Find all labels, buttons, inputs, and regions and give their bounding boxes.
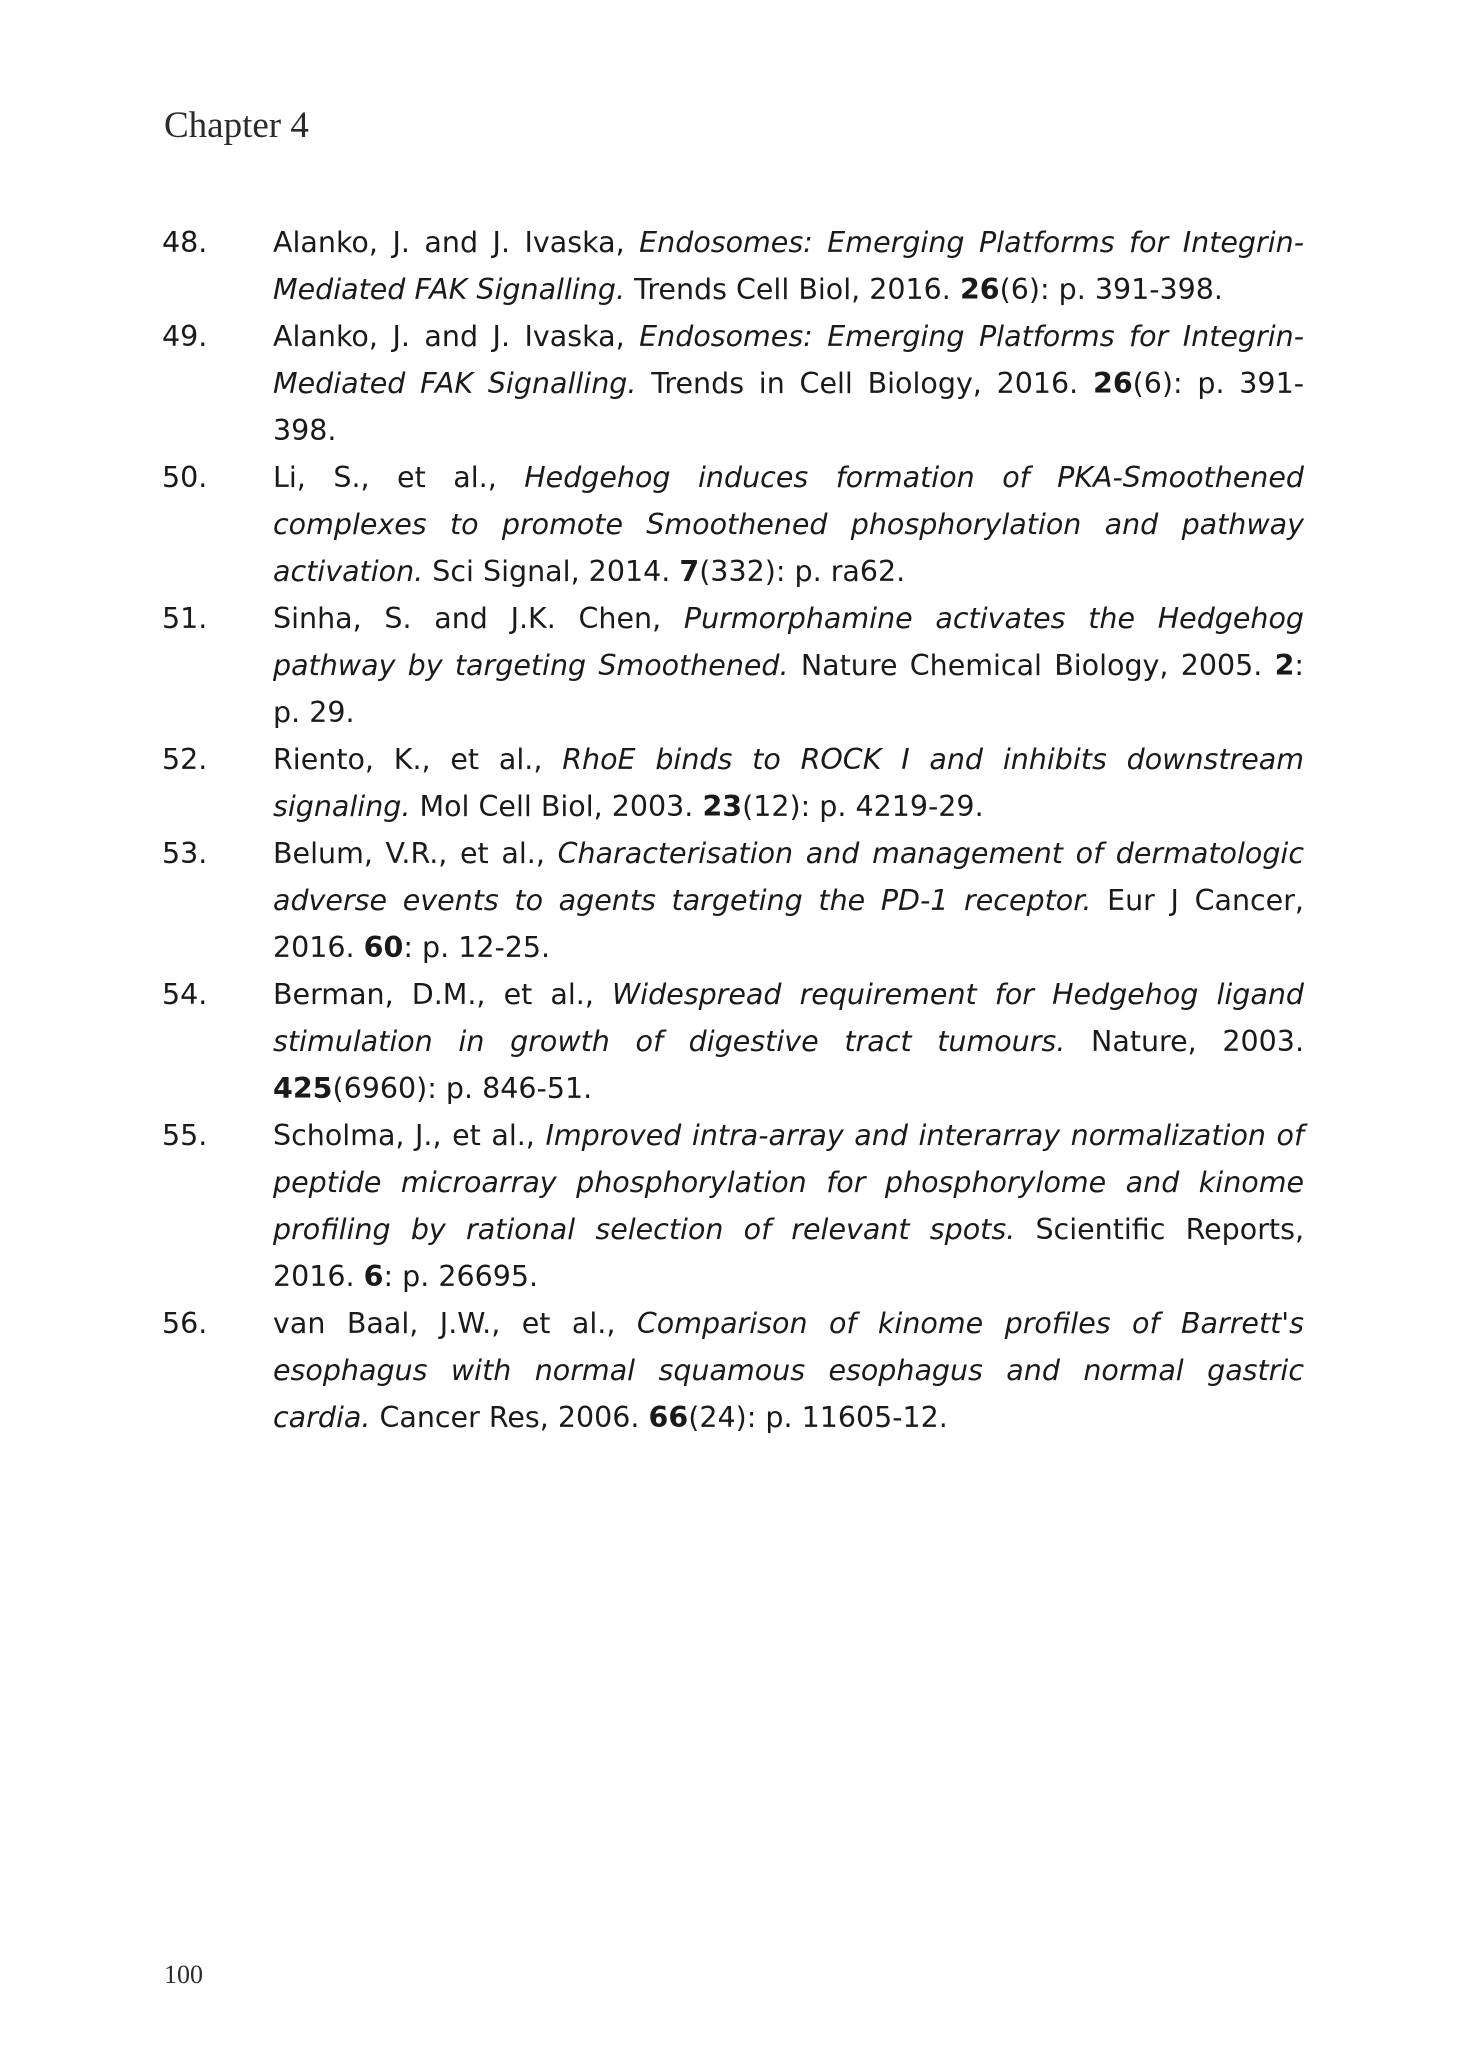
reference-item bbox=[162, 219, 1304, 313]
reference-text bbox=[273, 595, 1304, 736]
reference-pages: (6960): p. 846-51. bbox=[332, 1072, 593, 1105]
chapter-header: Chapter 4 bbox=[164, 105, 309, 146]
reference-authors: van Baal, J.W., et al., bbox=[273, 1307, 616, 1340]
reference-text bbox=[273, 830, 1304, 971]
reference-volume: 7 bbox=[679, 555, 700, 588]
reference-item bbox=[162, 1300, 1304, 1441]
reference-text bbox=[273, 1300, 1304, 1441]
reference-authors: Berman, D.M., et al., bbox=[273, 978, 594, 1011]
reference-volume: 26 bbox=[959, 273, 1000, 306]
reference-volume: 26 bbox=[1092, 367, 1133, 400]
reference-volume: 425 bbox=[273, 1072, 333, 1105]
reference-text bbox=[273, 1112, 1304, 1300]
reference-pages: (6): p. 391-398. bbox=[999, 273, 1223, 306]
reference-item bbox=[162, 971, 1304, 1112]
reference-volume: 60 bbox=[363, 931, 404, 964]
reference-item bbox=[162, 736, 1304, 830]
reference-volume: 66 bbox=[648, 1401, 689, 1434]
reference-title: Hedgehog induces formation of PKA-Smoothened complexes to promote Smoothened phosphorylation and pathway activation. bbox=[273, 461, 1304, 588]
reference-item bbox=[162, 830, 1304, 971]
reference-text bbox=[273, 454, 1304, 595]
reference-number: 51. bbox=[162, 602, 208, 635]
reference-item bbox=[162, 454, 1304, 595]
reference-item bbox=[162, 595, 1304, 736]
reference-authors: Alanko, J. and J. Ivaska, bbox=[273, 226, 625, 259]
reference-number: 50. bbox=[162, 461, 208, 494]
reference-authors: Scholma, J., et al., bbox=[273, 1119, 535, 1152]
reference-title: Purmorphamine activates the Hedgehog pathway by targeting Smoothened. bbox=[273, 602, 1304, 682]
reference-journal: Nature Chemical Biology, 2005. bbox=[800, 649, 1263, 682]
reference-authors: Li, S., et al., bbox=[273, 461, 497, 494]
reference-item bbox=[162, 1112, 1304, 1300]
reference-title: Improved intra-array and interarray normalization of peptide microarray phosphorylation for phosphorylome and kinome profiling by rational selection of relevant spots. bbox=[273, 1119, 1304, 1246]
reference-pages: (24): p. 11605-12. bbox=[688, 1401, 948, 1434]
reference-title: RhoE binds to ROCK I and inhibits downstream signaling. bbox=[273, 743, 1305, 823]
reference-journal: Cancer Res, 2006. bbox=[379, 1401, 640, 1434]
reference-journal: Trends Cell Biol, 2016. bbox=[634, 273, 951, 306]
reference-authors: Belum, V.R., et al., bbox=[273, 837, 545, 870]
reference-authors: Riento, K., et al., bbox=[273, 743, 543, 776]
reference-title: Characterisation and management of dermatologic adverse events to agents targeting the PD-1 receptor. bbox=[273, 837, 1304, 917]
reference-title: Endosomes: Emerging Platforms for Integrin-Mediated FAK Signalling. bbox=[273, 226, 1304, 306]
reference-pages: : p. 12-25. bbox=[403, 931, 551, 964]
reference-number: 49. bbox=[162, 320, 208, 353]
reference-item bbox=[162, 313, 1304, 454]
reference-authors: Alanko, J. and J. Ivaska, bbox=[273, 320, 625, 353]
reference-volume: 2 bbox=[1274, 649, 1295, 682]
reference-text bbox=[273, 219, 1304, 313]
reference-title: Endosomes: Emerging Platforms for Integrin-Mediated FAK Signalling. bbox=[273, 320, 1304, 400]
reference-number: 55. bbox=[162, 1119, 208, 1152]
reference-text bbox=[273, 736, 1304, 830]
reference-pages: (6): p. 391-398. bbox=[273, 367, 1304, 447]
reference-number: 48. bbox=[162, 226, 208, 259]
reference-pages: : p. 26695. bbox=[383, 1260, 539, 1293]
reference-number: 54. bbox=[162, 978, 208, 1011]
reference-pages: (332): p. ra62. bbox=[699, 555, 906, 588]
reference-journal: Nature, 2003. bbox=[1091, 1025, 1305, 1058]
reference-pages: (12): p. 4219-29. bbox=[742, 790, 984, 823]
reference-journal: Mol Cell Biol, 2003. bbox=[419, 790, 694, 823]
reference-authors: Sinha, S. and J.K. Chen, bbox=[273, 602, 662, 635]
reference-text bbox=[273, 971, 1304, 1112]
page-number: 100 bbox=[164, 1960, 203, 1989]
reference-journal: Trends in Cell Biology, 2016. bbox=[651, 367, 1079, 400]
reference-text bbox=[273, 313, 1304, 454]
reference-number: 56. bbox=[162, 1307, 208, 1340]
reference-list bbox=[162, 219, 1304, 1441]
reference-pages: : p. 29. bbox=[273, 649, 1305, 729]
reference-volume: 6 bbox=[363, 1260, 384, 1293]
reference-number: 53. bbox=[162, 837, 208, 870]
reference-volume: 23 bbox=[702, 790, 743, 823]
reference-number: 52. bbox=[162, 743, 208, 776]
reference-title: Widespread requirement for Hedgehog ligand stimulation in growth of digestive tract tumours. bbox=[273, 978, 1304, 1058]
reference-journal: Scientific Reports, 2016. bbox=[273, 1213, 1305, 1293]
reference-title: Comparison of kinome profiles of Barrett's esophagus with normal squamous esophagus and normal gastric cardia. bbox=[273, 1307, 1304, 1434]
reference-journal: Eur J Cancer, 2016. bbox=[273, 884, 1304, 964]
reference-journal: Sci Signal, 2014. bbox=[432, 555, 671, 588]
